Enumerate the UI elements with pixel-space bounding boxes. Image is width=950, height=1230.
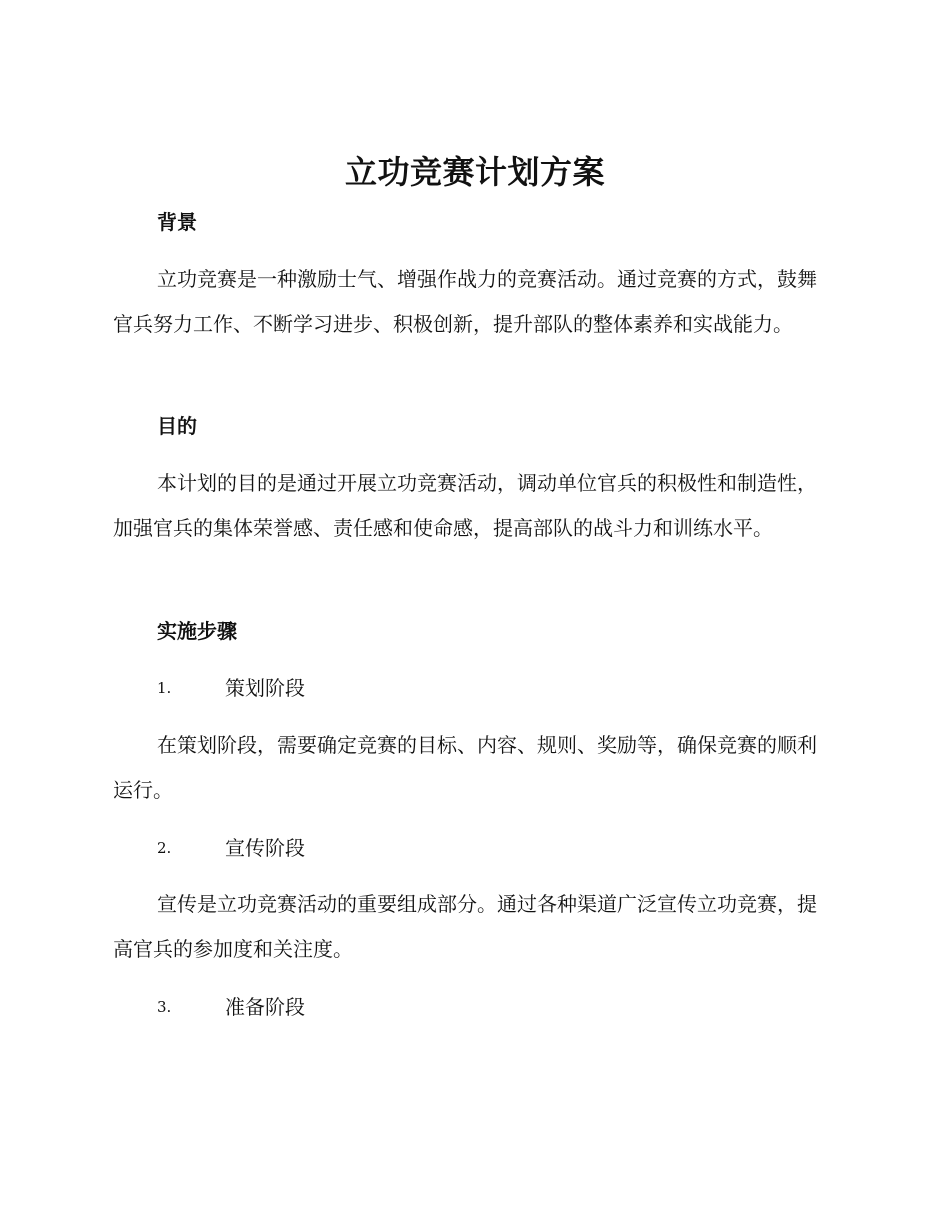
list-item-step-3	[157, 993, 305, 1021]
section-paragraph-purpose: 本计划的目的是通过开展立功竞赛活动，调动单位官兵的积极性和制造性，加强官兵的集体荣誉感、责任感和使命感，提高部队的战斗力和训练水平。	[113, 471, 817, 540]
list-item-step-2	[157, 834, 305, 862]
list-label: 宣传阶段	[225, 836, 305, 860]
list-number: 1.	[157, 679, 172, 697]
section-heading-background: 背景	[157, 210, 197, 234]
document-title: 立功竞赛计划方案	[344, 153, 605, 191]
list-number: 2.	[157, 839, 172, 857]
section-heading-implementation: 实施步骤	[157, 619, 237, 643]
section-paragraph-background: 立功竞赛是一种激励士气、增强作战力的竞赛活动。通过竞赛的方式，鼓舞官兵努力工作、不断学习进步、积极创新，提升部队的整体素养和实战能力。	[113, 267, 817, 336]
section-heading-purpose: 目的	[157, 414, 197, 438]
list-number: 3.	[157, 998, 172, 1016]
list-label: 准备阶段	[225, 995, 305, 1019]
list-label: 策划阶段	[225, 676, 305, 700]
step-paragraph-planning: 在策划阶段，需要确定竞赛的目标、内容、规则、奖励等，确保竞赛的顺利运行。	[113, 733, 817, 802]
list-item-step-1	[157, 674, 305, 702]
step-paragraph-publicity: 宣传是立功竞赛活动的重要组成部分。通过各种渠道广泛宣传立功竞赛，提高官兵的参加度和关注度。	[113, 892, 817, 961]
